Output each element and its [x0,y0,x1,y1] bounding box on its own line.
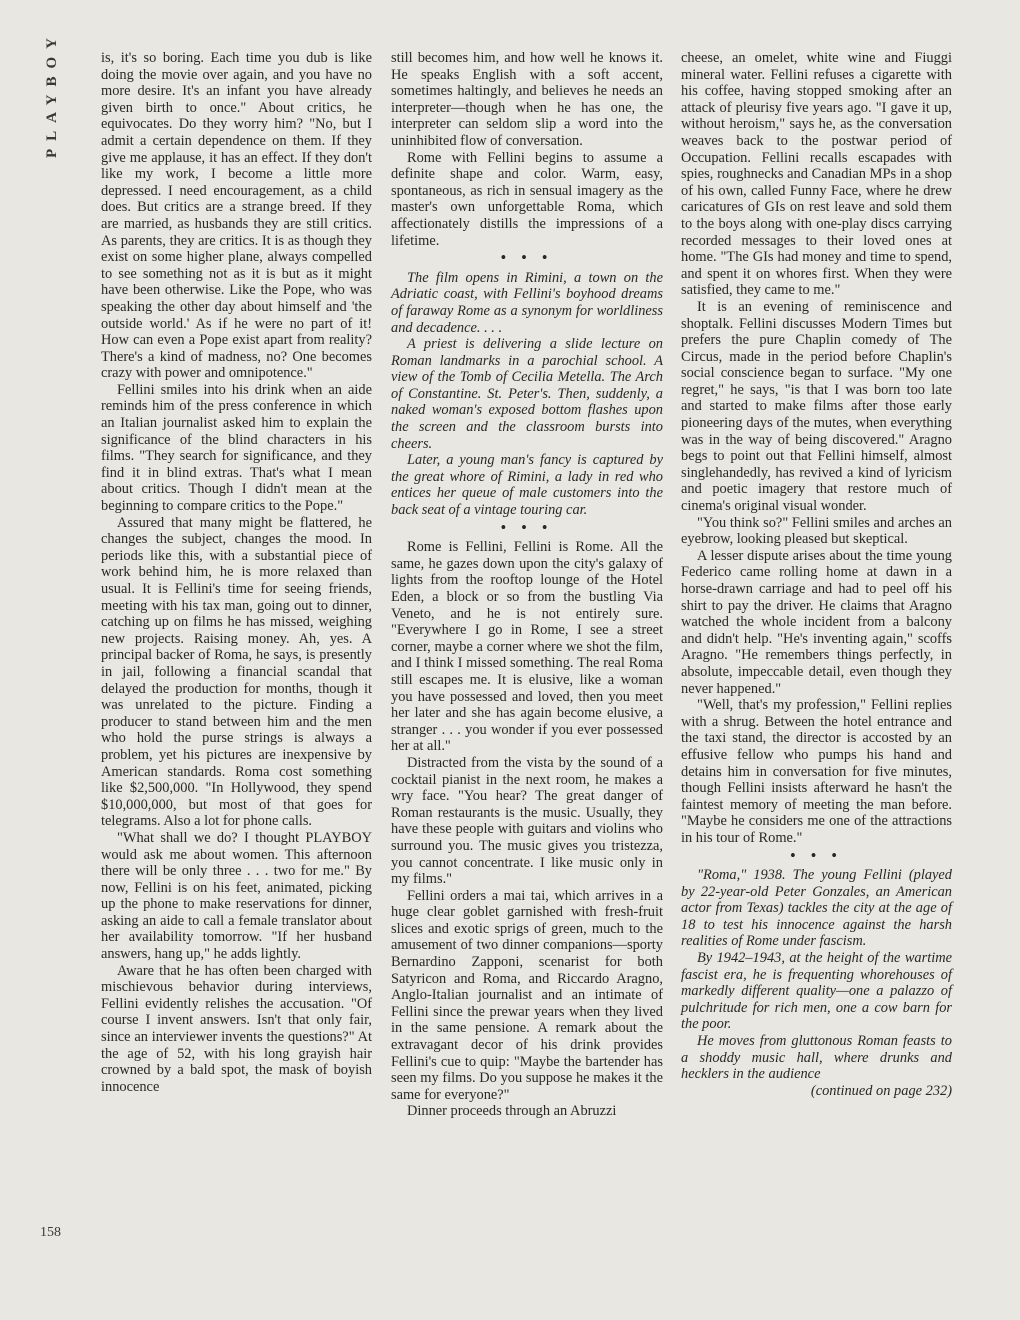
paragraph: cheese, an omelet, white wine and Fiuggi mineral water. Fellini refuses a cigarette with his coffee, having stopped smoking after an attack of pleurisy five years ago. "I gave it up, without heroism," says he, as the conversation weaves back to the postwar period of Occupation. Fellini recalls escapades with spies, roughnecks and Canadian MPs in a shop of his own, called Funny Face, where he drew caricatures of GIs on rest leave and sold them to the boys along with one-play discs carrying recorded messages to their loved ones at home. "The GIs had money and time to spend, and spent it on whores first. When they were satisfied, they came to me." [681,50,952,299]
italic-paragraph: Later, a young man's fancy is captured by the great whore of Rimini, a lady in red who entices her queue of male customers into the back seat of a vintage touring car. [391,452,663,519]
paragraph: Rome with Fellini begins to assume a definite shape and color. Warm, easy, spontaneous, as rich in sensual imagery as the master's own unforgettable Roma, which affectionately distills the impressions of a lifetime. [391,149,663,249]
italic-paragraph: "Roma," 1938. The young Fellini (played by 22-year-old Peter Gonzales, an American actor from Texas) tackles the city at the age of 18 to test his innocence against the harsh realities of Rome under fascism. [681,867,952,950]
paragraph: "You think so?" Fellini smiles and arches an eyebrow, looking pleased but skeptical. [681,514,952,548]
text-column-3 [681,50,952,1099]
paragraph: "Well, that's my profession," Fellini replies with a shrug. Between the hotel entrance and the taxi stand, the director is accosted by an effusive fellow who pumps his hand and detains him in conversation for five minutes, though Fellini insists afterward he hasn't the faintest memory of meeting the man before. "Maybe he considers me one of the attractions in his tour of Rome." [681,697,952,846]
paragraph: A lesser dispute arises about the time young Federico came rolling home at dawn in a horse-drawn carriage and had to peel off his shirt to pay the driver. He claims that Aragno watched the whole incident from a balcony and didn't help. "He's inventing again," scoffs Aragno. "He remembers things perfectly, in absolute, impeccable detail, even though they never happened." [681,547,952,697]
paragraph: Fellini smiles into his drink when an aide reminds him of the press conference in which an Italian journalist asked him to explain the significance of the blind characters in his films. "They search for significance, and they find it in blind extras. That's what I mean about critics. Though I didn't mean at the beginning to compare critics to the Pope." [101,381,372,515]
section-divider: • • • [790,847,843,864]
paragraph: still becomes him, and how well he knows it. He speaks English with a soft accent, sometimes haltingly, and believes he needs an interpreter—though when he has one, the interpreter can seldom slip a word into the uninhibited flow of conversation. [391,50,663,149]
section-divider: • • • [500,250,554,267]
section-divider: • • • [500,519,554,536]
italic-paragraph: The film opens in Rimini, a town on the Adriatic coast, with Fellini's boyhood dreams of faraway Rome as a synonym for worldliness and decadence. . . . [391,269,663,336]
paragraph: It is an evening of reminiscence and shoptalk. Fellini discusses Modern Times but prefers the pure Chaplin comedy of The Circus, made in the period before Chaplin's social conscience began to surface. "My one regret," he says, "is that I was born too late and started to make films after those early pioneering days of the mutes, when everything was in the way of being discovered." Aragno begs to point out that Fellini himself, almost singlehandedly, has revived a kind of lyricism and poetic imagery that restore much of cinema's original visual wonder. [681,298,952,515]
paragraph: Aware that he has often been charged with mischievous behavior during interviews, Fellini evidently relishes the accusation. "Of course I invent answers. Isn't that only fair, since an interviewer invents the questions?" At the age of 52, with his long grayish hair crowned by a bald spot, the mask of boyish innocence [101,962,372,1095]
continued-note: (continued on page 232) [810,1082,952,1099]
paragraph: is, it's so boring. Each time you dub is like doing the movie over again, and you have no more desire. It's an infant you have already given birth to once." About critics, he equivocates. Do they worry him? "No, but I admit a certain dependence on them. If they give me applause, it has an effect. If they don't like my work, I become a little more depressed. I need encouragement, as a child does. But critics are a strange breed. If they are married, as husbands they are still critics. As parents, they are critics. It is as though they exist on some higher plane, always compelled to see something not as it is but as it might have been otherwise. Like the Pope, who was speaking the other day about himself and 'the outside world.' As if he were no part of it! How can even a Pope exist apart from reality? There's a kind of madness, no? One becomes crazy with power and omnipotence." [101,50,372,382]
paragraph: Assured that many might be flattered, he changes the subject, changes the mood. In periods like this, with a substantial piece of work behind him, he is more relaxed than usual. It is Fellini's time for seeing friends, meeting with his tax man, going out to dinner, catching up on films he has missed, weighing new projects. Raising money. Ah, yes. A principal backer of Roma, he says, is presently in jail, following a financial scandal that delayed the production for months, though it was unrelated to the picture. Finding a producer to stand between him and the men who hold the purse strings is always a problem, yet his pictures are inexpensive by American standards. Roma cost something like $2,500,000. "In Hollywood, they spend $10,000,000, but most of that goes for telegrams. Also a lot for phone calls. [101,514,372,830]
page-number: 158 [40,1225,61,1240]
text-column-2 [391,50,663,1120]
text-column-1 [101,50,372,1095]
italic-paragraph: A priest is delivering a slide lecture on Roman landmarks in a parochial school. A view of the Tomb of Cecilia Metella. The Arch of Constantine. St. Peter's. Then, suddenly, a naked woman's exposed bottom flashes upon the screen and the classroom bursts into cheers. [391,336,663,452]
italic-paragraph: He moves from gluttonous Roman feasts to a shoddy music hall, where drunks and hecklers in the audience [681,1033,952,1083]
magazine-name: PLAYBOY [44,30,60,158]
paragraph: Fellini orders a mai tai, which arrives in a huge clear goblet garnished with fresh-fruit slices and exotic sprigs of green, much to the amusement of two dinner companions—sporty Bernardino Zapponi, scenarist for both Satyricon and Roma, and Riccardo Aragno, Anglo-Italian journalist and an intimate of Fellini since the prewar years when they lived in the same pensione. A remark about the extravagant decor of his drink provides Fellini's cue to quip: "Maybe the bartender has seen my films. Do you suppose he makes it the same for everyone?" [391,887,663,1103]
italic-paragraph: By 1942–1943, at the height of the wartime fascist era, he is frequenting whorehouses of markedly different quality—one a palazzo of pulchritude for rich men, one a cow barn for the poor. [681,950,952,1033]
paragraph: "What shall we do? I thought PLAYBOY would ask me about women. This afternoon there will be only three . . . two for me." By now, Fellini is on his feet, animated, picking up the phone to make reservations for dinner, asking an aide to call a female translator about her availability tomorrow. "If her husband answers, hang up," he adds lightly. [101,829,372,963]
paragraph: Rome is Fellini, Fellini is Rome. All the same, he gazes down upon the city's galaxy of lights from the rooftop lounge of the Hotel Eden, a block or so from the bustling Via Veneto, and he is not entirely sure. "Everywhere I go in Rome, I see a street corner, maybe a corner where we shot the film, and I think I missed something. The real Roma still escapes me. It is elusive, like a woman you have possessed and loved, then you meet her later and she has again become elusive, a stranger . . . you wonder if you ever possessed her at all." [391,539,663,755]
paragraph: Distracted from the vista by the sound of a cocktail pianist in the next room, he makes a wry face. "You hear? The great danger of Roman restaurants is the music. Usually, they have these people with guitars and violins who surround you. The music gives you tristezza, you cannot concentrate. I like music only in my films." [391,754,663,888]
paragraph: Dinner proceeds through an Abruzzi [407,1103,617,1120]
